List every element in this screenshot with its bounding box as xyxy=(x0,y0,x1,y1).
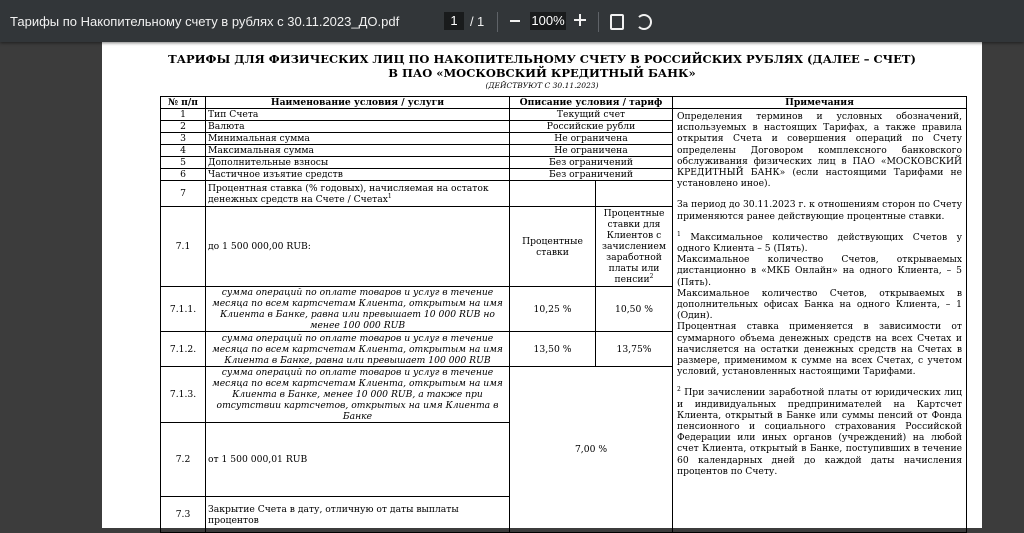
row-name: Минимальная сумма xyxy=(206,133,510,145)
col-salary-rates-label: Процентные ставки для Клиентов с зачислением заработной платы или пенсии xyxy=(602,208,666,285)
row-num: 7.1.2. xyxy=(161,332,206,367)
zoom-out-icon[interactable] xyxy=(510,20,520,22)
row-name: от 1 500 000,01 RUB xyxy=(206,423,510,497)
row-7-name: Процентная ставка (% годовых), начисляемая на остаток денежных средств на Счете / Счетах xyxy=(208,182,489,205)
row-num: 4 xyxy=(161,145,206,157)
row-7-desc-b xyxy=(596,181,673,207)
notes-cell xyxy=(673,109,967,533)
row-value: Без ограничений xyxy=(510,157,673,169)
doc-subtitle: (ДЕЙСТВУЮТ С 30.11.2023) xyxy=(485,81,599,90)
row-name: до 1 500 000,00 RUB: xyxy=(206,207,510,287)
header-desc: Описание условия / тариф xyxy=(510,97,673,109)
zoom-input[interactable]: 100% xyxy=(531,13,565,28)
header-notes: Примечания xyxy=(673,97,967,109)
rate-value: 13,50 % xyxy=(510,332,596,367)
notes-fn1-c: Максимальное количество Счетов, открываемых в дополнительных офисах Банка на одного Клиента, – 1 (Один). xyxy=(677,287,963,322)
row-value: Текущий счет xyxy=(510,109,673,121)
row-value: Российские рубли xyxy=(510,121,673,133)
row-num: 7.2 xyxy=(161,423,206,497)
tariff-table xyxy=(160,96,967,533)
row-num: 1 xyxy=(161,109,206,121)
notes-fn2: При зачислении заработной платы от юридических лиц и индивидуальных предпринимателей на Картсчет Клиента, открытый в Банке или суммы пенсий от Фонда пенсионного и социального страхования Российской Федерации или иных органов (учреждений) на любой счет Клиента, открытый в Банке, поступивших в течение 60 календарных дней до каждой даты начисления процентов по Счету. xyxy=(677,387,963,477)
notes-p2: За период до 30.11.2023 г. к отношениям сторон по Счету применяются ранее действующие процентные ставки. xyxy=(677,199,963,222)
row-value: Без ограничений xyxy=(510,169,673,181)
notes-fn1-a: Максимальное количество действующих Счетов у одного Клиента – 5 (Пять). xyxy=(677,231,963,255)
row-value: Не ограничена xyxy=(510,133,673,145)
row-num: 2 xyxy=(161,121,206,133)
row-num: 7 xyxy=(161,181,206,207)
page-separator: / xyxy=(470,14,474,29)
footnote-1-mark: 1 xyxy=(677,230,681,238)
row-name: сумма операций по оплате товаров и услуг в течение месяца по всем картсчетам Клиента, открытым на имя Клиента в Банке, менее 10 000 RUB, а также при отсутствии картсчетов, открытых на имя Клиента в Банке xyxy=(206,367,510,423)
notes-fn1-b: Максимальное количество Счетов, открываемых дистанционно в «МКБ Онлайн» на одного Клиента, – 5 (Пять). xyxy=(677,254,963,288)
row-num: 7.1.1. xyxy=(161,287,206,332)
row-num: 7.1.3. xyxy=(161,367,206,423)
fit-page-icon[interactable] xyxy=(610,14,624,30)
rate-value: 10,50 % xyxy=(596,287,673,332)
page-total: 1 xyxy=(477,14,485,29)
pdf-toolbar xyxy=(0,0,1024,42)
notes-p1: Определения терминов и условных обозначений, используемых в настоящих Тарифах, а также правила открытия Счета и совершения операций по Счету определены Договором комплексного банковского обслуживания физических лиц в ПАО «МОСКОВСКИЙ КРЕДИТНЫЙ БАНК» (если настоящими Тарифами не установлено иное). xyxy=(677,111,963,190)
row-name: Закрытие Счета в дату, отличную от даты выплаты процентов xyxy=(206,497,510,533)
col-salary-sup: 2 xyxy=(649,272,654,280)
row-7-sup: 1 xyxy=(387,192,392,200)
document-title: Тарифы по Накопительному счету в рублях с 30.11.2023_ДО.pdf xyxy=(10,14,400,29)
row-name: сумма операций по оплате товаров и услуг в течение месяца по всем картсчетам Клиента, открытым на имя Клиента в Банке, равна или превышает 100 000 RUB xyxy=(206,332,510,367)
row-7-desc-a xyxy=(510,181,596,207)
row-name: Частичное изъятие средств xyxy=(206,169,510,181)
row-value: Не ограничена xyxy=(510,145,673,157)
row-name xyxy=(206,181,510,207)
pdf-page xyxy=(102,42,982,528)
row-num: 7.1 xyxy=(161,207,206,287)
header-name: Наименование условия / услуги xyxy=(206,97,510,109)
col-rates-header: Процентные ставки xyxy=(510,207,596,287)
row-num: 6 xyxy=(161,169,206,181)
row-name: Тип Счета xyxy=(206,109,510,121)
col-salary-rates-header xyxy=(596,207,673,287)
zoom-in-icon[interactable] xyxy=(574,14,586,26)
rate-value: 13,75% xyxy=(596,332,673,367)
header-num: № п/п xyxy=(161,97,206,109)
row-name: Валюта xyxy=(206,121,510,133)
rate-value-merged: 7,00 % xyxy=(510,367,673,533)
row-num: 5 xyxy=(161,157,206,169)
doc-title-line2: В ПАО «МОСКОВСКИЙ КРЕДИТНЫЙ БАНК» xyxy=(388,66,696,80)
toolbar-divider xyxy=(598,12,599,32)
page-number-input[interactable]: 1 xyxy=(444,12,464,30)
notes-fn1-d: Процентная ставка применяется в зависимости от суммарного объема денежных средств на всех Счетах и начисляется на остатки денежных средств на Счетах в размере, применимом к сумме на всех Счетах, с учетом условий, установленных настоящими Тарифами. xyxy=(677,321,963,378)
rate-value: 10,25 % xyxy=(510,287,596,332)
row-name: Максимальная сумма xyxy=(206,145,510,157)
footnote-2-mark: 2 xyxy=(677,386,681,394)
row-name: Дополнительные взносы xyxy=(206,157,510,169)
row-num: 3 xyxy=(161,133,206,145)
doc-title-line1: ТАРИФЫ ДЛЯ ФИЗИЧЕСКИХ ЛИЦ ПО НАКОПИТЕЛЬНОМУ СЧЕТУ В РОССИЙСКИХ РУБЛЯХ (ДАЛЕЕ – СЧЕТ) xyxy=(168,52,916,66)
toolbar-divider xyxy=(497,12,498,32)
row-num: 7.3 xyxy=(161,497,206,533)
row-name: сумма операций по оплате товаров и услуг в течение месяца по всем картсчетам Клиента, открытым на имя Клиента в Банке, равна или превышает 10 000 RUB но менее 100 000 RUB xyxy=(206,287,510,332)
rotate-icon[interactable] xyxy=(636,14,652,30)
